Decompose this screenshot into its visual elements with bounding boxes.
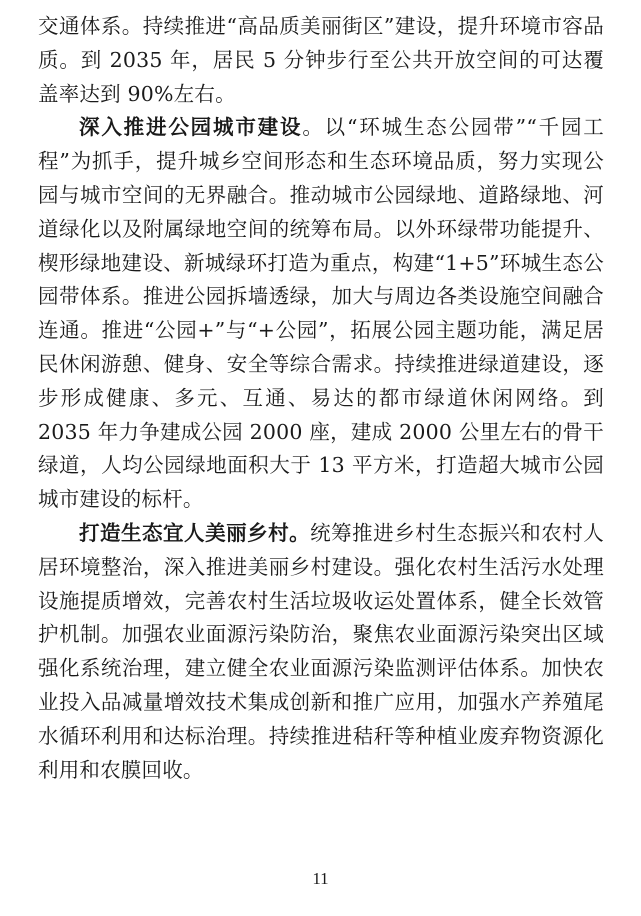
paragraph-text: 统筹推进乡村生态振兴和农村人居环境整治，深入推进美丽乡村建设。强化农村生活污水处理设施提质增效，完善农村生活垃圾收运处置体系，健全长效管护机制。加强农业面源污染防治，聚焦农业面源污染突出区域强化系统治理，建立健全农业面源污染监测评估体系。加快农业投入品减量增效技术集成创新和推广应用，加强水产养殖尾水循环利用和达标治理。持续推进秸秆等种植业废弃物资源化利用和农膜回收。 [38, 520, 604, 782]
paragraph-beautiful-village [38, 517, 604, 787]
paragraph-text: 交通体系。持续推进“高品质美丽街区”建设，提升环境市容品质。到 2035 年，居民 5 分钟步行至公共开放空间的可达覆盖率达到 90%左右。 [38, 14, 604, 106]
paragraph-heading-park-city: 深入推进公园城市建设 [79, 115, 303, 140]
page-number: 11 [312, 869, 329, 888]
paragraph-park-city [38, 111, 604, 517]
body-text [38, 10, 604, 787]
paragraph-heading-beautiful-village: 打造生态宜人美丽乡村。 [79, 520, 311, 545]
paragraph-text: 。以“环城生态公园带”“千园工程”为抓手，提升城乡空间形态和生态环境品质，努力实现公园与城市空间的无界融合。推动城市公园绿地、道路绿地、河道绿化以及附属绿地空间的统筹布局。以外环绿带功能提升、楔形绿地建设、新城绿环打造为重点，构建“1+5”环城生态公园带体系。推进公园拆墙透绿，加大与周边各类设施空间融合连通。推进“公园+”与“+公园”，拓展公园主题功能，满足居民休闲游憩、健身、安全等综合需求。持续推进绿道建设，逐步形成健康、多元、互通、易达的都市绿道休闲网络。到 2035 年力争建成公园 2000 座，建成 2000 公里左右的骨干绿道，人均公园绿地面积大于 13 平方米，打造超大城市公园城市建设的标杆。 [38, 115, 604, 512]
paragraph-continuation [38, 10, 604, 111]
